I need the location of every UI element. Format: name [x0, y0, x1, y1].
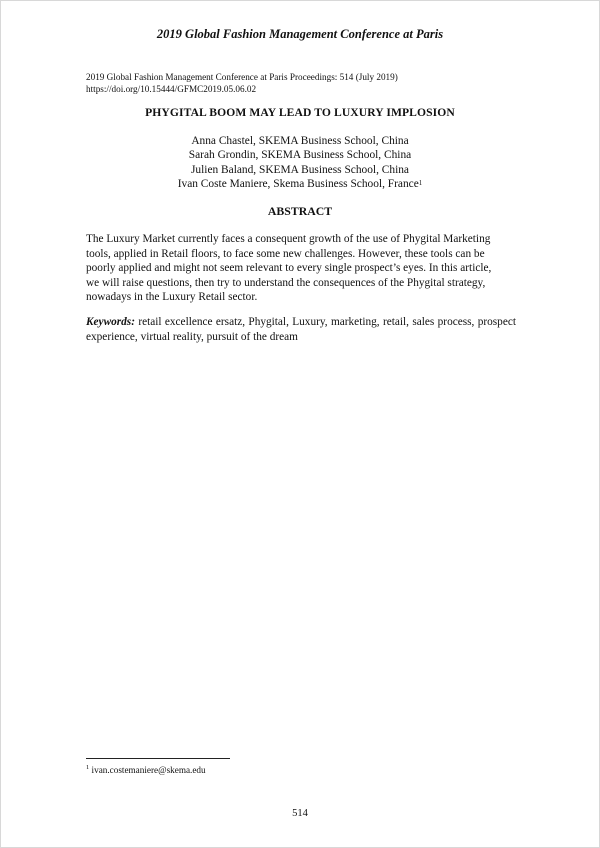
abstract-line: poorly applied and might not seem relevant to every single prospect’s eyes. In this article,	[86, 262, 492, 275]
author-line: Sarah Grondin, SKEMA Business School, China	[188, 149, 412, 162]
doi-link[interactable]: https://doi.org/10.15444/GFMC2019.05.06.02	[86, 83, 257, 94]
abstract-heading: ABSTRACT	[267, 204, 333, 218]
keywords-label: Keywords:	[86, 316, 135, 328]
paper-title: PHYGITAL BOOM MAY LEAD TO LUXURY IMPLOSION	[145, 106, 455, 119]
footnote-email[interactable]: ivan.costemaniere@skema.edu	[91, 765, 206, 775]
keywords-text: retail excellence ersatz, Phygital, Luxury, marketing, retail, sales process, prospect experience, virtual reality, pursuit of the dream	[86, 316, 516, 343]
footnote-marker: 1	[418, 179, 423, 188]
proceedings-info	[86, 72, 526, 95]
abstract-line: tools, applied in Retail floors, to face some new challenges. However, these tools can be	[86, 247, 485, 260]
keywords-paragraph	[86, 315, 516, 344]
author-name: Ivan Coste Maniere, Skema Business School, France	[177, 178, 419, 191]
running-header: 2019 Global Fashion Management Conference at Paris	[156, 27, 444, 41]
abstract-body	[86, 232, 516, 305]
abstract-line: The Luxury Market currently faces a consequent growth of the use of Phygital Marketing	[86, 233, 491, 245]
footnote-divider	[86, 758, 230, 759]
footnote-number: 1	[86, 764, 90, 771]
proceedings-citation: 2019 Global Fashion Management Conference at Paris Proceedings: 514 (July 2019)	[86, 72, 398, 82]
author-line: Julien Baland, SKEMA Business School, China	[190, 163, 409, 176]
abstract-line: nowadays in the Luxury Retail sector.	[86, 291, 258, 304]
author-list	[0, 134, 600, 192]
abstract-line: we will raise questions, then try to understand the consequences of the Phygital strategy,	[86, 276, 486, 289]
author-line	[0, 177, 600, 191]
footnote	[86, 765, 206, 775]
author-line: Anna Chastel, SKEMA Business School, China	[191, 135, 409, 147]
page-number: 514	[292, 808, 308, 819]
